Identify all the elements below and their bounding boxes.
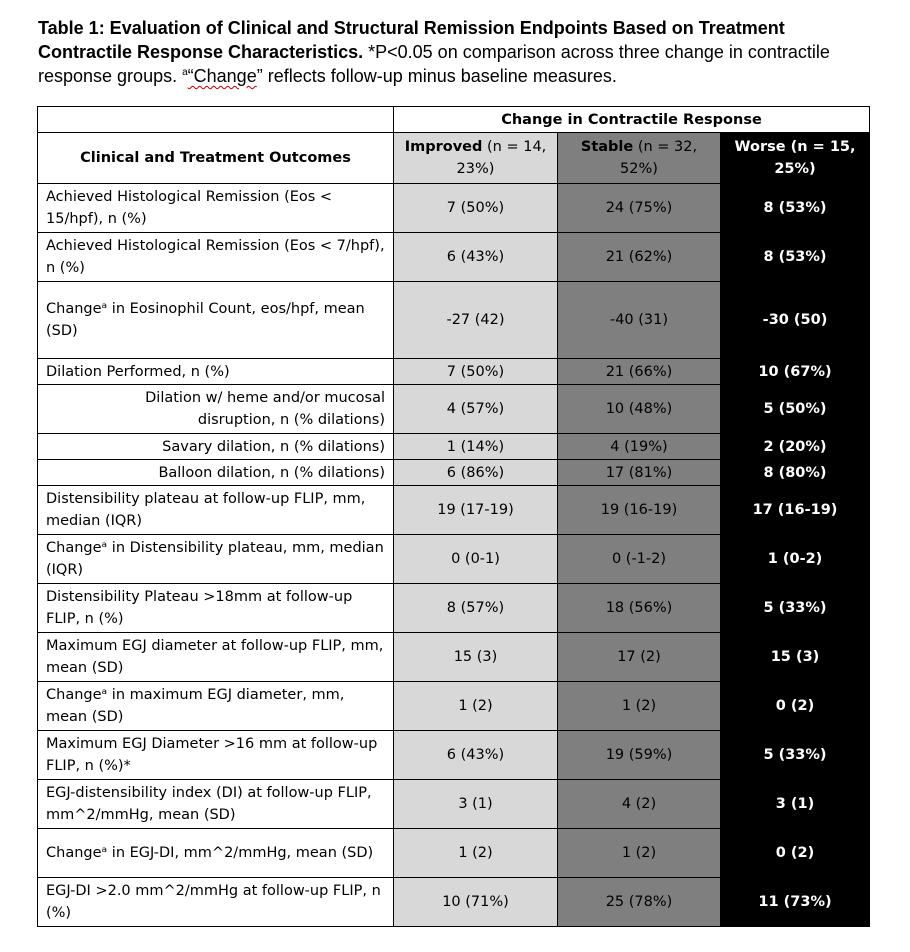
cell-worse: 17 (16-19) — [721, 486, 870, 535]
table-row — [38, 184, 870, 233]
cell-worse: 10 (67%) — [721, 359, 870, 385]
table-row — [38, 731, 870, 780]
cell-stable: 4 (2) — [558, 780, 721, 829]
table-row — [38, 584, 870, 633]
row-label: Changeᵃ in Eosinophil Count, eos/hpf, mean (SD) — [38, 282, 394, 359]
cell-improved: 1 (2) — [394, 829, 558, 878]
cell-stable: 19 (16-19) — [558, 486, 721, 535]
row-label: Achieved Histological Remission (Eos < 7/hpf), n (%) — [38, 233, 394, 282]
column-name: Worse — [734, 139, 786, 155]
caption-note-rest: ” reflects follow-up minus baseline measures. — [256, 66, 617, 86]
cell-improved: 6 (43%) — [394, 233, 558, 282]
cell-stable: 17 (81%) — [558, 460, 721, 486]
row-label: Changeᵃ in EGJ-DI, mm^2/mmHg, mean (SD) — [38, 829, 394, 878]
cell-stable: 21 (62%) — [558, 233, 721, 282]
table-row — [38, 633, 870, 682]
outcomes-table — [37, 106, 870, 927]
table-row — [38, 359, 870, 385]
cell-worse: 8 (53%) — [721, 233, 870, 282]
cell-worse: 1 (0-2) — [721, 535, 870, 584]
column-name: Stable — [580, 139, 634, 155]
row-label: EGJ-DI >2.0 mm^2/mmHg at follow-up FLIP, n (%) — [38, 878, 394, 927]
cell-improved: 15 (3) — [394, 633, 558, 682]
row-label-text: Achieved Histological Remission (Eos < 15/hpf), n (%) — [46, 189, 333, 227]
cell-worse: 2 (20%) — [721, 434, 870, 460]
column-detail: (n = 14, 23%) — [456, 139, 547, 177]
cell-improved: 8 (57%) — [394, 584, 558, 633]
column-name: Improved — [404, 139, 483, 155]
column-header-improved — [394, 133, 558, 184]
cell-worse: 0 (2) — [721, 829, 870, 878]
cell-improved: 19 (17-19) — [394, 486, 558, 535]
row-label — [38, 184, 394, 233]
row-label: Balloon dilation, n (% dilations) — [38, 460, 394, 486]
blank-header-cell — [38, 107, 394, 133]
cell-stable: 24 (75%) — [558, 184, 721, 233]
cell-improved: 4 (57%) — [394, 385, 558, 434]
cell-improved: 1 (14%) — [394, 434, 558, 460]
cell-improved: 10 (71%) — [394, 878, 558, 927]
table-row — [38, 535, 870, 584]
table-row — [38, 282, 870, 359]
table-row — [38, 460, 870, 486]
table-row — [38, 829, 870, 878]
cell-worse: 3 (1) — [721, 780, 870, 829]
cell-improved: 6 (43%) — [394, 731, 558, 780]
cell-improved: 3 (1) — [394, 780, 558, 829]
cell-worse: -30 (50) — [721, 282, 870, 359]
cell-improved: -27 (42) — [394, 282, 558, 359]
row-label: Distensibility Plateau >18mm at follow-up FLIP, n (%) — [38, 584, 394, 633]
cell-worse: 5 (50%) — [721, 385, 870, 434]
cell-stable: -40 (31) — [558, 282, 721, 359]
cell-worse: 0 (2) — [721, 682, 870, 731]
row-label: EGJ-distensibility index (DI) at follow-up FLIP, mm^2/mmHg, mean (SD) — [38, 780, 394, 829]
cell-stable: 19 (59%) — [558, 731, 721, 780]
caption-note: *P<0.05 on comparison across three change in contractile response groups. — [38, 42, 830, 86]
cell-worse: 15 (3) — [721, 633, 870, 682]
caption-title: Table 1: Evaluation of Clinical and Structural Remission Endpoints Based on Treatment Contractile Response Characteristics. — [38, 18, 785, 62]
column-detail: (n = 15, 25%) — [774, 139, 856, 177]
cell-improved: 6 (86%) — [394, 460, 558, 486]
table-row — [38, 780, 870, 829]
row-label: Maximum EGJ diameter at follow-up FLIP, mm, mean (SD) — [38, 633, 394, 682]
row-label: Changeᵃ in maximum EGJ diameter, mm, mean (SD) — [38, 682, 394, 731]
table-row — [38, 878, 870, 927]
row-label: Dilation w/ heme and/or mucosal disruption, n (% dilations) — [38, 385, 394, 434]
table-row — [38, 434, 870, 460]
table-row — [38, 682, 870, 731]
table-row — [38, 486, 870, 535]
caption-change-word: “Change — [187, 66, 257, 86]
cell-worse: 11 (73%) — [721, 878, 870, 927]
caption-footnote-marker: a — [182, 67, 188, 78]
outcomes-header: Clinical and Treatment Outcomes — [38, 133, 394, 184]
cell-stable: 1 (2) — [558, 829, 721, 878]
table-row — [38, 385, 870, 434]
group-header: Change in Contractile Response — [394, 107, 870, 133]
row-label: Dilation Performed, n (%) — [38, 359, 394, 385]
column-detail: (n = 32, 52%) — [620, 139, 698, 177]
table-row — [38, 233, 870, 282]
cell-worse: 8 (53%) — [721, 184, 870, 233]
cell-worse: 5 (33%) — [721, 731, 870, 780]
cell-improved: 0 (0-1) — [394, 535, 558, 584]
cell-stable: 25 (78%) — [558, 878, 721, 927]
cell-stable: 0 (-1-2) — [558, 535, 721, 584]
column-header-stable — [558, 133, 721, 184]
row-label: Savary dilation, n (% dilations) — [38, 434, 394, 460]
cell-stable: 1 (2) — [558, 682, 721, 731]
cell-stable: 4 (19%) — [558, 434, 721, 460]
cell-improved: 7 (50%) — [394, 184, 558, 233]
row-label: Maximum EGJ Diameter >16 mm at follow-up FLIP, n (%)* — [38, 731, 394, 780]
cell-worse: 5 (33%) — [721, 584, 870, 633]
row-label: Changeᵃ in Distensibility plateau, mm, median (IQR) — [38, 535, 394, 584]
cell-stable: 10 (48%) — [558, 385, 721, 434]
cell-stable: 17 (2) — [558, 633, 721, 682]
cell-stable: 18 (56%) — [558, 584, 721, 633]
table-caption — [38, 16, 878, 88]
column-header-worse — [721, 133, 870, 184]
cell-worse: 8 (80%) — [721, 460, 870, 486]
cell-improved: 7 (50%) — [394, 359, 558, 385]
cell-improved: 1 (2) — [394, 682, 558, 731]
cell-stable: 21 (66%) — [558, 359, 721, 385]
row-label: Distensibility plateau at follow-up FLIP, mm, median (IQR) — [38, 486, 394, 535]
